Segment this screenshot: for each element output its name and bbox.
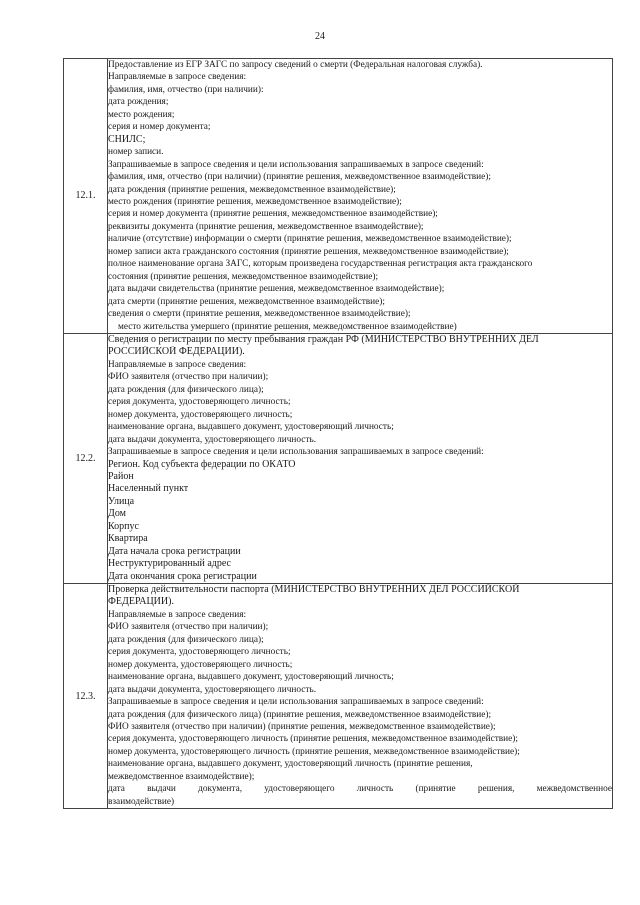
text-line: номер документа, удостоверяющего личность; (108, 409, 293, 420)
text-line: фамилия, имя, отчество (при наличии): (108, 84, 264, 95)
text-line: наименование органа, выдавшего документ, удостоверяющий личность (принятие решения, (108, 759, 473, 770)
page-number: 24 (315, 31, 325, 42)
text-line: дата рождения (принятие решения, межведомственное взаимодействие); (108, 184, 396, 195)
text-line: полное наименование органа ЗАГС, которым произведена государственная регистрация акта гражданского (108, 259, 533, 270)
text-line: Дом (108, 508, 126, 520)
text-line: ФИО заявителя (отчество при наличии); (108, 622, 269, 633)
text-line: дата рождения (для физического лица) (принятие решения, межведомственное взаимодействие); (108, 709, 492, 720)
text-line: серия и номер документа (принятие решения, межведомственное взаимодействие); (108, 209, 438, 220)
text-line: дата рождения (для физического лица); (108, 384, 264, 395)
text-line: Дата начала срока регистрации (108, 545, 241, 557)
row-number: 12.1. (64, 59, 108, 334)
text-line: Корпус (108, 520, 139, 532)
text-line: дата выдачи свидетельства (принятие решения, межведомственное взаимодействие); (108, 284, 445, 295)
text-line: место жительства умершего (принятие решения, межведомственное взаимодействие) (118, 321, 457, 332)
table-body (64, 59, 613, 809)
row-number: 12.3. (64, 584, 108, 809)
text-line: место рождения; (108, 109, 175, 120)
row-content (108, 59, 613, 334)
text-line: номер записи акта гражданского состояния (принятие решения, межведомственное взаимодействие); (108, 246, 509, 257)
text-line: Регион. Код субъекта федерации по ОКАТО (108, 458, 296, 470)
table-row (64, 59, 613, 334)
text-line: СНИЛС; (108, 133, 146, 145)
text-line: ФИО заявителя (отчество при наличии); (108, 372, 269, 383)
text-line: номер документа, удостоверяющего личность (принятие решения, межведомственное взаимодействие); (108, 746, 520, 757)
row-content (108, 584, 613, 809)
text-line: Запрашиваемые в запросе сведения и цели использования запрашиваемых в запросе сведений: (108, 159, 484, 170)
text-line: номер записи. (108, 147, 164, 158)
text-line: место рождения (принятие решения, межведомственное взаимодействие); (108, 196, 402, 207)
text-line: дата выдачи документа, удостоверяющего личность. (108, 684, 317, 695)
text-line: Населенный пункт (108, 483, 189, 495)
text-line: наименование органа, выдавшего документ, удостоверяющий личность; (108, 422, 394, 433)
text-line: Район (108, 470, 134, 482)
text-line: РОССИЙСКОЙ ФЕДЕРАЦИИ). (108, 346, 245, 358)
text-line: Дата окончания срока регистрации (108, 570, 257, 582)
text-line: серия документа, удостоверяющего личность; (108, 647, 291, 658)
text-line: Направляемые в запросе сведения: (108, 359, 247, 370)
text-line: фамилия, имя, отчество (при наличии) (принятие решения, межведомственное взаимодействие); (108, 172, 491, 183)
text-line: Запрашиваемые в запросе сведения и цели использования запрашиваемых в запросе сведений: (108, 447, 484, 458)
text-line: Предоставление из ЕГР ЗАГС по запросу сведений о смерти (Федеральная налоговая служба). (108, 60, 483, 70)
text-line: Запрашиваемые в запросе сведения и цели использования запрашиваемых в запросе сведений: (108, 697, 484, 708)
text-line: Направляемые в запросе сведения: (108, 609, 247, 620)
text-line: ФЕДЕРАЦИИ). (108, 596, 174, 608)
text-line: Неструктурированный адрес (108, 558, 231, 570)
text-line: взаимодействие) (108, 796, 175, 807)
text-line: дата рождения (для физического лица); (108, 634, 264, 645)
text-line: Квартира (108, 533, 148, 545)
text-line: состояния (принятие решения, межведомственное взаимодействие); (108, 271, 379, 282)
text-line: серия документа, удостоверяющего личность; (108, 397, 291, 408)
text-line: Направляемые в запросе сведения: (108, 72, 247, 83)
text-line: Сведения о регистрации по месту пребывания граждан РФ (МИНИСТЕРСТВО ВНУТРЕННИХ ДЕЛ (108, 333, 539, 345)
text-line: серия документа, удостоверяющего личность (принятие решения, межведомственное взаимодействие); (108, 734, 518, 745)
row-content (108, 333, 613, 583)
text-line: межведомственное взаимодействие); (108, 771, 255, 782)
text-line: дата выдачи документа, удостоверяющего личность. (108, 434, 317, 445)
text-line: наличие (отсутствие) информации о смерти (принятие решения, межведомственное взаимодействие); (108, 234, 512, 245)
text-line: ФИО заявителя (отчество при наличии) (принятие решения, межведомственное взаимодействие); (108, 722, 496, 733)
text-line: наименование органа, выдавшего документ, удостоверяющий личность; (108, 672, 394, 683)
text-line: сведения о смерти (принятие решения, межведомственное взаимодействие); (108, 309, 411, 320)
text-line: серия и номер документа; (108, 122, 211, 133)
table-row (64, 333, 613, 583)
text-line: Улица (108, 495, 135, 507)
requirements-table (63, 58, 613, 809)
row-number: 12.2. (64, 333, 108, 583)
text-line: дата выдачи документа, удостоверяющего личность (принятие решения, межведомственное (108, 784, 612, 795)
text-line: Проверка действительности паспорта (МИНИСТЕРСТВО ВНУТРЕННИХ ДЕЛ РОССИЙСКОЙ (108, 584, 520, 596)
table-row (64, 584, 613, 809)
text-line: дата рождения; (108, 97, 169, 108)
text-line: дата смерти (принятие решения, межведомственное взаимодействие); (108, 296, 385, 307)
text-line: номер документа, удостоверяющего личность; (108, 659, 293, 670)
text-line: реквизиты документа (принятие решения, межведомственное взаимодействие); (108, 221, 424, 232)
